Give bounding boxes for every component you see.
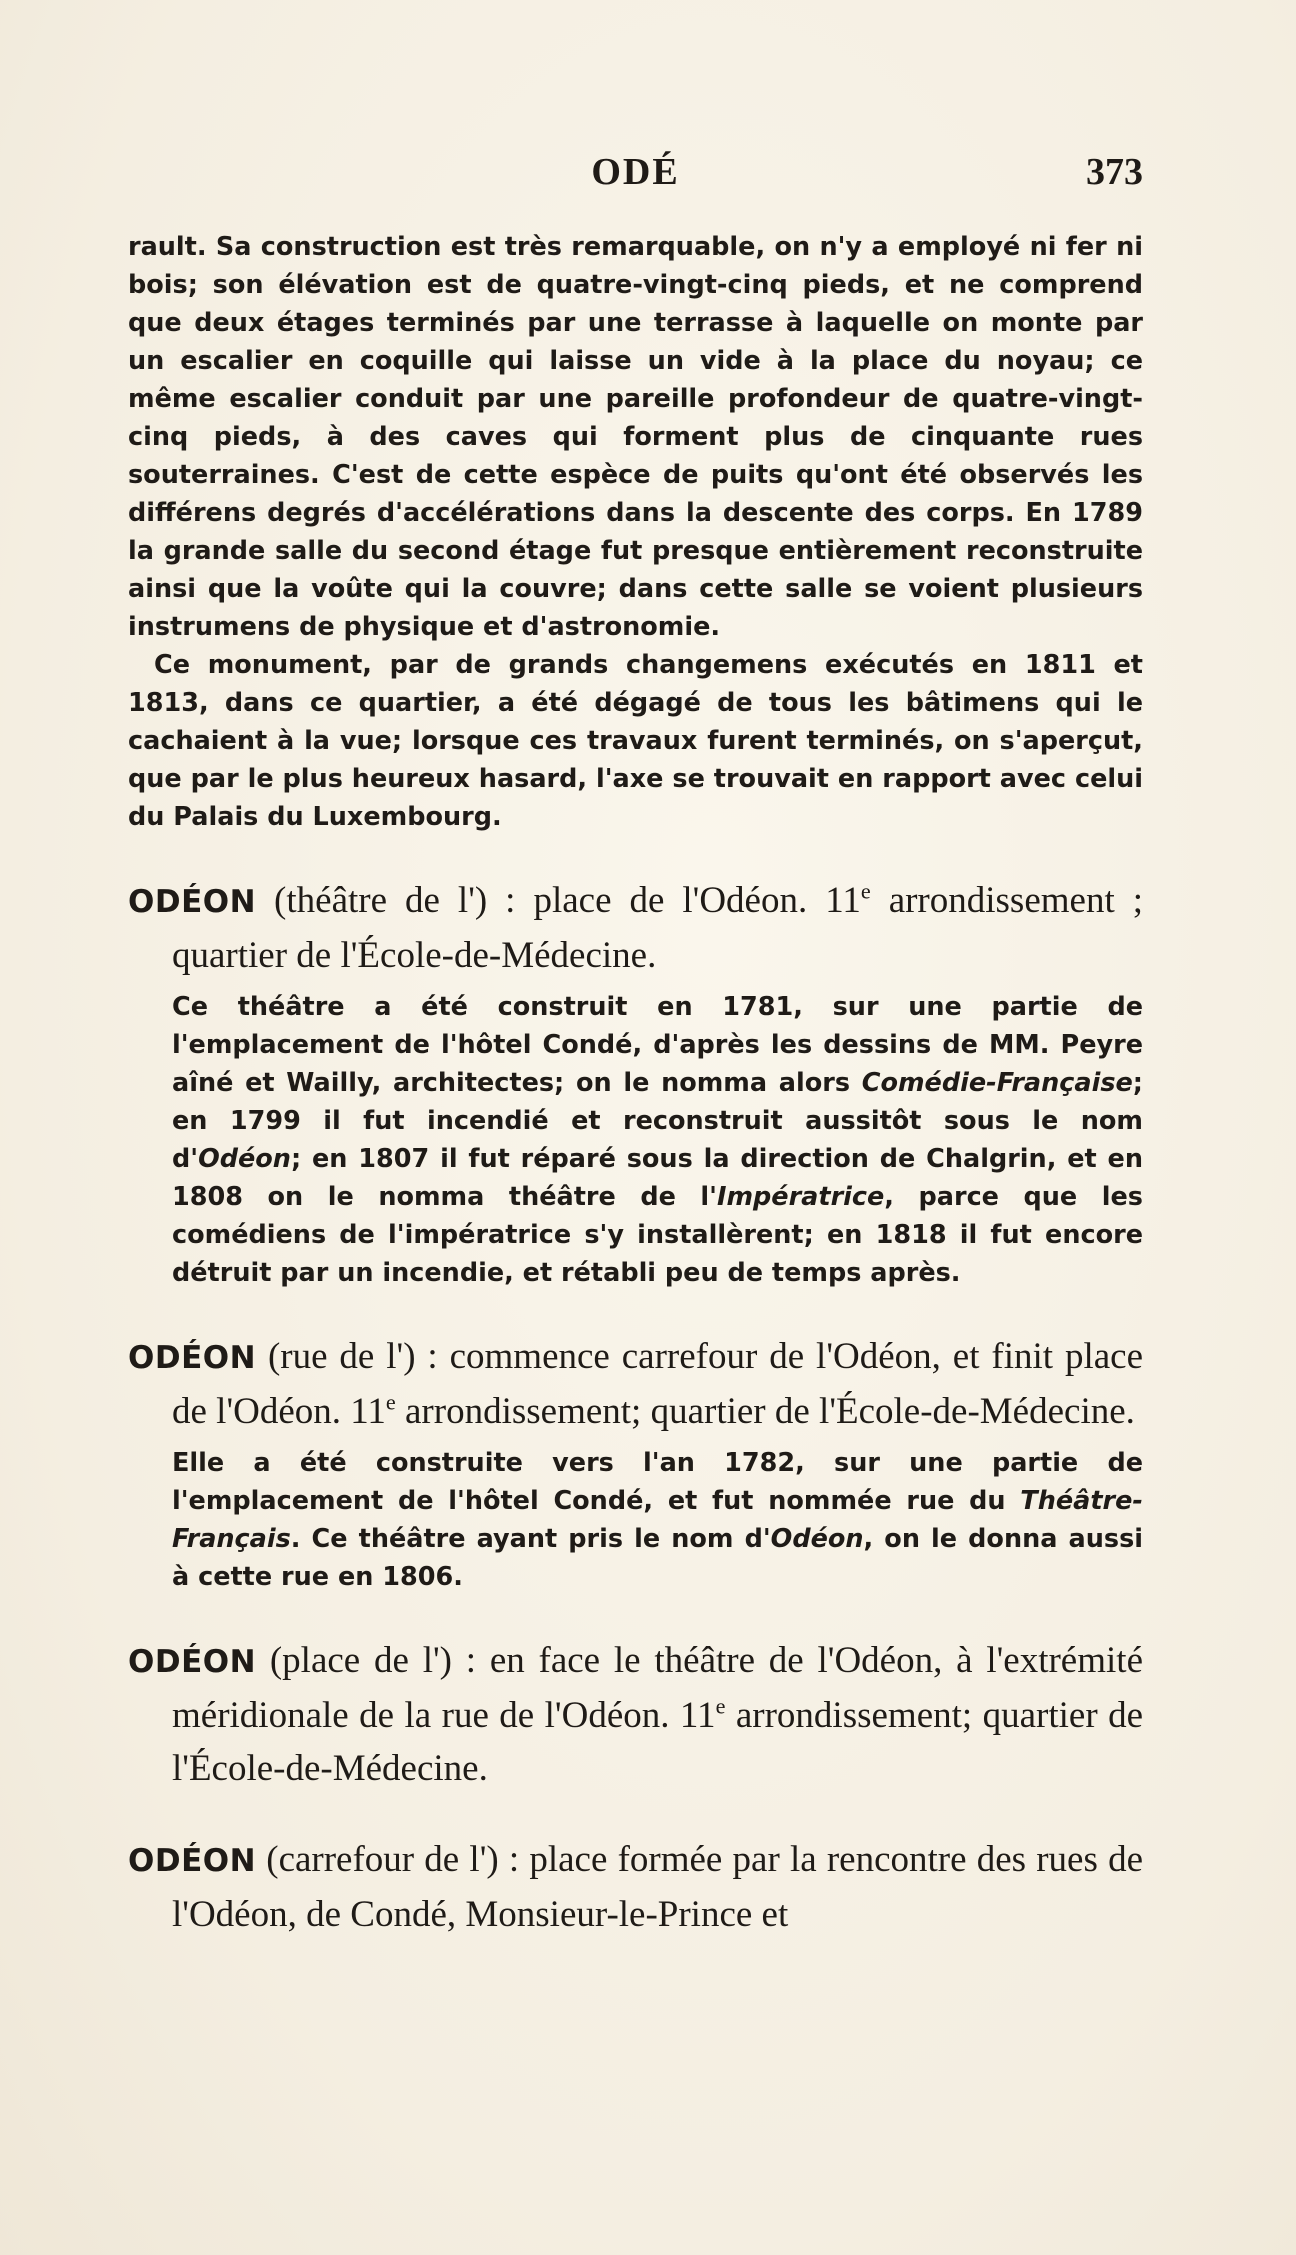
entry-headword: ODÉON — [128, 1340, 257, 1376]
entry-heading — [128, 874, 1143, 982]
entry-body-text: Ce théâtre a été construit en 1781, sur une partie de l'emplacement de l'hôtel Condé, d'après les dessins de MM. Peyre aîné et Wailly, architectes; on le nomma alors — [172, 992, 1143, 1098]
entry-body-text: ; en 1799 il fut incendié et reconstruit aussitôt sous le nom d' — [172, 1068, 1143, 1174]
page-number: 373 — [1086, 151, 1143, 193]
entry-body — [128, 988, 1143, 1292]
entry-heading-text: (rue de l') : commence carrefour de l'Odéon, et finit place de l'Odéon. 11 — [172, 1336, 1143, 1432]
entry-odeon-carrefour — [128, 1833, 1143, 1941]
entry-body-text: , on le donna aussi à cette rue en 1806. — [172, 1524, 1143, 1592]
page-body — [128, 228, 1143, 1947]
entry-headword: ODÉON — [128, 884, 257, 920]
ordinal-suffix: e — [715, 1693, 726, 1719]
entry-body-italic: Odéon — [198, 1144, 291, 1174]
continuation-paragraph: rault. Sa construction est très remarquable, on n'y a employé ni fer ni bois; son élévation est de quatre-vingt-cinq pieds, et ne comprend que deux étages terminés par une terrasse à laquelle on monte par un escalier en coquille qui laisse un vide à la place du noyau; ce même escalier conduit par une pareille profondeur de quatre-vingt-cinq pieds, à des caves qui forment plus de cinquante rues souterraines. C'est de cette espèce de puits qu'ont été observés les différens degrés d'accélérations dans la descente des corps. En 1789 la grande salle du second étage fut presque entièrement reconstruite ainsi que la voûte qui la couvre; dans cette salle se voient plusieurs instrumens de physique et d'astronomie. — [128, 232, 1143, 642]
entry-heading-text-2: arrondissement; quartier de l'École-de-Médecine. — [395, 1391, 1135, 1432]
entry-headword: ODÉON — [128, 1843, 257, 1879]
entry-heading-text: (place de l') : en face le théâtre de l'Odéon, à l'extrémité méridionale de la rue de l'Odéon. 11 — [172, 1640, 1143, 1736]
entry-body — [128, 1444, 1143, 1596]
entry-heading — [128, 1634, 1143, 1795]
entry-body-text: ; en 1807 il fut réparé sous la direction de Chalgrin, et en 1808 on le nomma théâtre de l' — [172, 1144, 1143, 1212]
entry-heading-text-2: arrondissement ; quartier de l'École-de-Médecine. — [172, 880, 1144, 976]
ordinal-suffix: e — [860, 878, 871, 904]
entry-body-text: . Ce théâtre ayant pris le nom d' — [290, 1524, 771, 1554]
entry-body-italic: Odéon — [770, 1524, 864, 1554]
entry-body-text: Elle a été construite vers l'an 1782, sur une partie de l'emplacement de l'hôtel Condé, et fut nommée rue du — [172, 1448, 1143, 1516]
ordinal-suffix: e — [385, 1389, 396, 1415]
entry-body-italic: Comédie-Française — [861, 1068, 1133, 1098]
entry-heading-text: (carrefour de l') : place formée par la rencontre des rues de l'Odéon, de Condé, Monsieur-le-Prince et — [172, 1839, 1143, 1935]
running-head: ODÉ — [591, 151, 680, 193]
entry-headword: ODÉON — [128, 1644, 257, 1680]
entry-body-italic: Impératrice — [716, 1182, 885, 1212]
entry-odeon-rue — [128, 1330, 1143, 1596]
entry-heading — [128, 1330, 1143, 1438]
continuation-paragraph-2: Ce monument, par de grands changemens exécutés en 1811 et 1813, dans ce quartier, a été dégagé de tous les bâtimens qui le cachaient à la vue; lorsque ces travaux furent terminés, on s'aperçut, que par le plus heureux hasard, l'axe se trouvait en rapport avec celui du Palais du Luxembourg. — [128, 650, 1143, 832]
page-header — [128, 150, 1143, 200]
entry-heading — [128, 1833, 1143, 1941]
entry-body-italic: Théâtre-Français — [172, 1486, 1143, 1554]
entry-heading-text-2: arrondissement; quartier de l'École-de-Médecine. — [172, 1695, 1144, 1789]
entry-heading-text: (théâtre de l') : place de l'Odéon. 11 — [256, 880, 861, 921]
entry-body-text: , parce que les comédiens de l'impératrice s'y installèrent; en 1818 il fut encore détruit par un incendie, et rétabli peu de temps après. — [172, 1182, 1143, 1288]
entry-odeon-theatre — [128, 874, 1143, 1292]
entry-odeon-place — [128, 1634, 1143, 1795]
